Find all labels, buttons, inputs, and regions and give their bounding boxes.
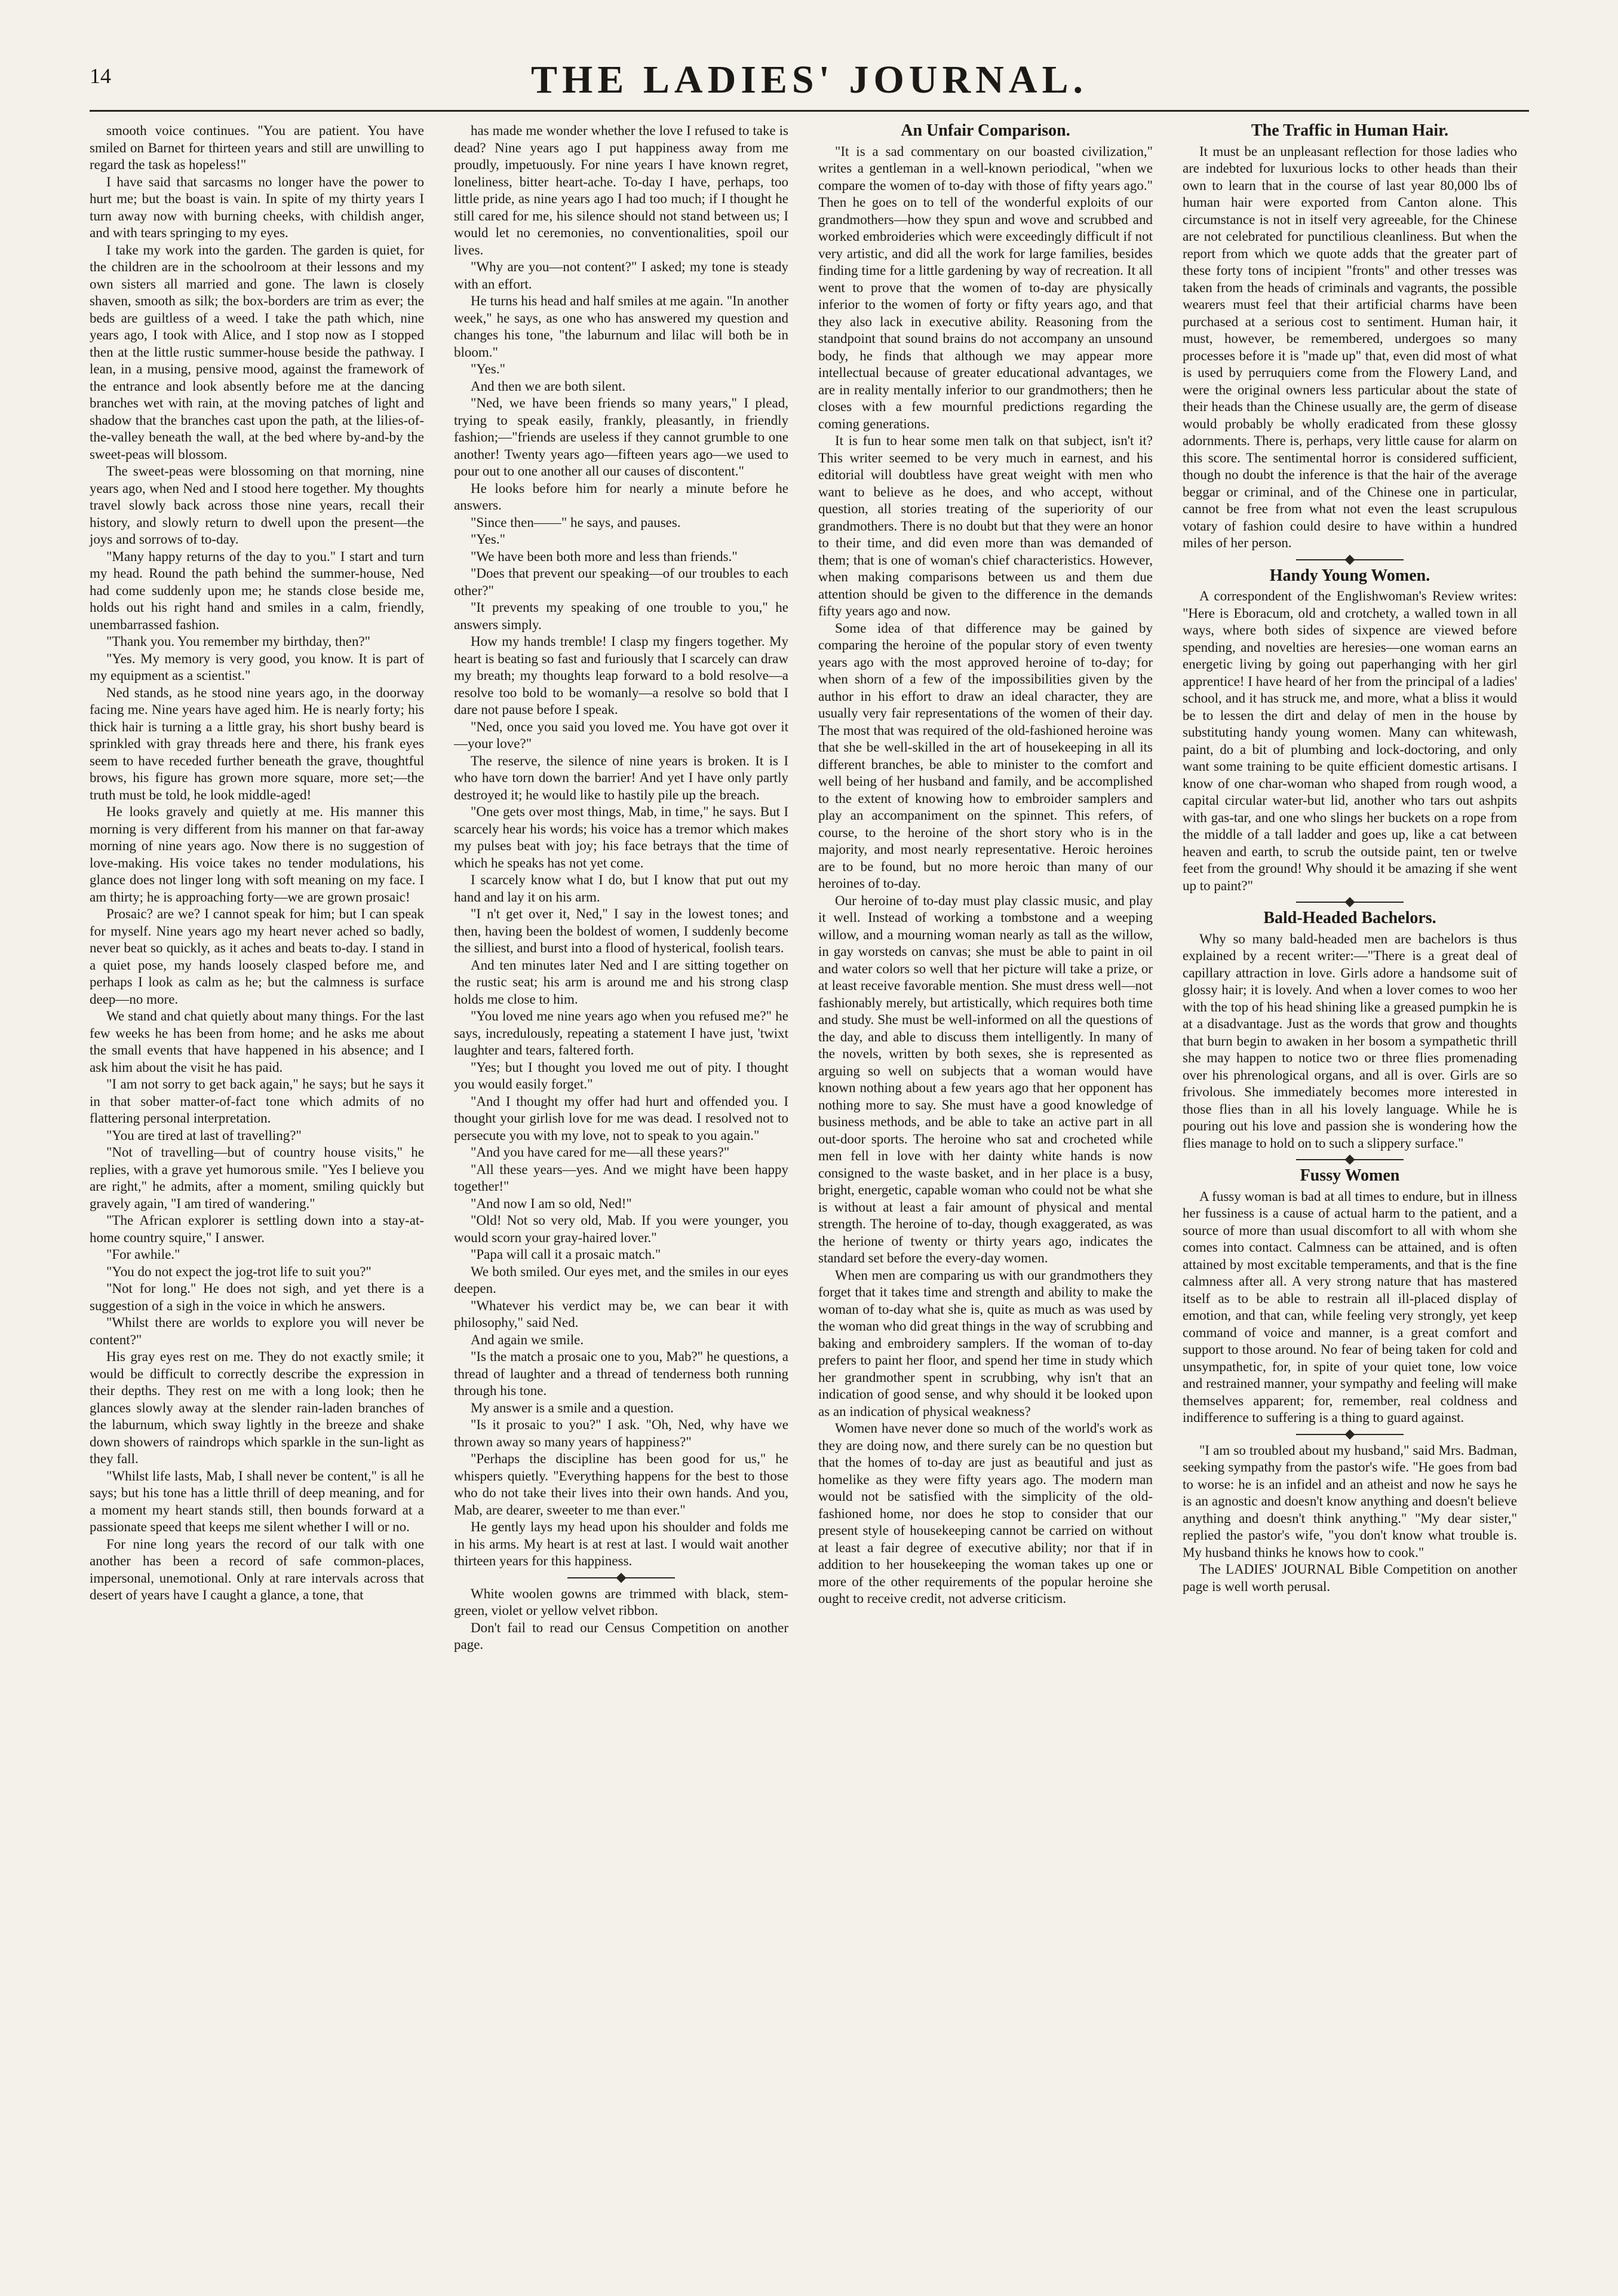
- paragraph: "Many happy returns of the day to you." I start and turn my head. Round the path behind the summer-house, Ned had come suddenly upon me; he stands close beside me, holds out his right hand and smiles in a calm, friendly, unembarrassed fashion.: [90, 548, 424, 632]
- paragraph: Our heroine of to-day must play classic music, and play it well. Instead of working a tombstone and a weeping willow, and a mourning woman nearly as tall as the willow, in gay worsteds on canvas; she must be able to paint in oil and water colors so well that her picture will take a prize, or at least receive favorable mention. She must dress well—not fashionably merely, but artistically, which requires both time and study. She must be well-informed on all the questions of the day, and able to discuss them intelligently. In many of the novels, written by both sexes, she is represented as arguing so well on subjects that a woman would have known nothing about a few years ago that her opponent has nothing more to say. She must have a good knowledge of business methods, and be able to take an active part in all out-door sports. The heroine who sat and crocheted while men fell in love with her dainty white hands is now consigned to the waste basket, and in her place is a busy, bright, energetic, capable woman who could not be what she is without at least a fair amount of physical and mental strength. The heroine of to-day, though exaggerated, as was the herione of twenty or thirty years ago, indicates the standard set before the every-day women.: [818, 893, 1153, 1265]
- paragraph: "It prevents my speaking of one trouble to you," he answers simply.: [454, 600, 788, 632]
- section-divider: [1296, 1434, 1404, 1435]
- header-rule: [90, 110, 1529, 112]
- paragraph: Women have never done so much of the world's work as they are doing now, and there surely can be no question but that the homes of to-day are just as beautiful and just as homelike as they were fifty years ago. The modern man would not be satisfied with the simplicity of the old-fashioned home, nor does he stop to consider that our present style of housekeeping cannot be carried on without at least a fair degree of executive ability; nor that if in addition to her housekeeping the woman takes up one or more of the other requirements of the popular heroine she ought to receive credit, not adverse criticism.: [818, 1421, 1153, 1606]
- paragraph: "And you have cared for me—all these years?": [471, 1145, 730, 1160]
- paragraph: "You are tired at last of travelling?": [106, 1127, 302, 1143]
- paragraph: We both smiled. Our eyes met, and the smiles in our eyes deepen.: [454, 1264, 788, 1296]
- column-2: [454, 122, 788, 1654]
- section-divider: [1296, 1159, 1404, 1160]
- paragraph: "Thank you. You remember my birthday, then?": [106, 634, 371, 649]
- column-1: [90, 122, 424, 1604]
- section-heading: Bald-Headed Bachelors.: [1263, 909, 1436, 927]
- section-divider: [1296, 902, 1404, 903]
- masthead-title: THE LADIES' JOURNAL.: [531, 58, 1088, 102]
- paragraph: The LADIES' JOURNAL Bible Competition on another page is well worth perusal.: [1183, 1562, 1517, 1594]
- paragraph: "Perhaps the discipline has been good for us," he whispers quietly. "Everything happens for the best to those who do not take their lives into their own hands. And you, Mab, are dearer, sweeter to me than ever.": [454, 1451, 788, 1518]
- paragraph: Don't fail to read our Census Competition on another page.: [454, 1620, 788, 1652]
- paragraph: A fussy woman is bad at all times to endure, but in illness her fussiness is a cause of actual harm to the patient, and a source of more than usual discomfort to all with whom she comes into contact. Calmness can be attained, and is often attained by most excitable temperaments, and that is the fine calmness after all. A very strong nature that has mastered itself as to be able to restrain all ill-placed display of emotion, and that can, while feeling very strongly, yet keep command of voice and manner, is a great comfort and support to those around. No fear of being taken for cold and unsympathetic, for, in spite of your quiet tone, low voice and restrained manner, your sympathy and feeling will make themselves apparent; for, remember, real coldness and indifference to suffering is a thing to guard against.: [1183, 1188, 1517, 1425]
- paragraph: "And I thought my offer had hurt and offended you. I thought your girlish love for me was dead. I resolved not to persecute you with my love, not to speak to you again.": [454, 1093, 788, 1143]
- paragraph: "It is a sad commentary on our boasted civilization," writes a gentleman in a well-known periodical, "when we compare the women of to-day with those of fifty years ago." Then he goes on to tell of the wonderful exploits of our grandmothers—how they spun and wove and scrubbed and worked embroideries which were exceedingly difficult if not very artistic, and did all the work for large families, besides finding time for a little gardening by way of recreation. It all went to prove that the women of to-day are physically inferior to the women of forty or fifty years ago, and that they also lack in executive ability. Reasoning from the standpoint that sound brains do not accompany an unsound body, he finds that although we may appear more intellectual because of greater educational advantages, we are in reality mentally inferior to our grandmothers; then he closes with a few mournful predictions regarding the coming generations.: [818, 143, 1153, 431]
- paragraph: "Old! Not so very old, Mab. If you were younger, you would scorn your gray-haired lover.": [454, 1213, 788, 1245]
- paragraph: "Yes. My memory is very good, you know. It is part of my equipment as a scientist.": [90, 651, 424, 683]
- paragraph: A correspondent of the Englishwoman's Review writes: "Here is Eboracum, old and crotchety, a walled town in all ways, where both sides of sixpence are viewed before spending, and novelties are heresies—one woman earns an energetic living by going out paperhanging with her girl apprentice! I have heard of her from the principal of a ladies' school, and it has struck me, and more, what a bliss it would be to lessen the dirt and delay of men in the house by substituting handy young women. Many can whitewash, paint, do a bit of plumbing and lock-doctoring, and only want some training to be quite efficient domestic artisans. I know of one char-woman who shaped from rough wood, a capital circular water-but lid, another who tars out ashpits with gas-tar, and one who slings her buckets on a rope from the middle of a tall ladder and goes up, like a cat between heaven and earth, to scrub the outside paint, ten or twelve feet from the ground! Why should it be amazing if she went up to paint?": [1183, 588, 1517, 893]
- page-header: [90, 57, 1529, 106]
- paragraph: "One gets over most things, Mab, in time," he says. But I scarcely hear his words; his voice has a tremor which makes my pulses beat with joy; his face betrays that the time of which he speaks has not yet come.: [454, 804, 788, 870]
- paragraph: has made me wonder whether the love I refused to take is dead? Nine years ago I put happiness away from me proudly, impetuously. For nine years I have known regret, loneliness, bitter heart-ache. To-day I have, perhaps, too little pride, as nine years ago I had too much; if I thought he still cared for me, his silence should not stand between us; I would let no ceremonies, no conventionalities, spoil our lives.: [454, 123, 788, 258]
- paragraph: "Is the match a prosaic one to you, Mab?" he questions, a thread of laughter and a thread of tenderness both running through his tone.: [454, 1349, 788, 1398]
- paragraph: He looks gravely and quietly at me. His manner this morning is very different from his manner on that far-away morning of nine years ago. Now there is no suggestion of love-making. His voice takes no tender modulations, his glance does not linger long with soft meaning on my face. I am thirty; he is approaching forty—we are grown prosaic!: [90, 804, 424, 905]
- paragraph: The sweet-peas were blossoming on that morning, nine years ago, when Ned and I stood here together. My thoughts travel slowly back across those nine years, recall their history, and slowly return to dwell upon the present—the joys and sorrows of to-day.: [90, 464, 424, 547]
- paragraph: "Not for long." He does not sigh, and yet there is a suggestion of a sigh in the voice in which he answers.: [90, 1281, 424, 1313]
- paragraph: Some idea of that difference may be gained by comparing the heroine of the popular story of even twenty years ago with the most approved heroine of to-day; for when shorn of a few of the impossibilities given by the author in his effort to draw an ideal character, they are usually very fair representations of the women of their day. The most that was required of the old-fashioned heroine was that she be well-skilled in the art of housekeeping in all its different branches, be able to minister to the comfort and well being of her husband and family, and be accomplished to the extent of knowing how to embroider samplers and play an accompaniment on the spinnet. This refers, of course, to the heroine of the short story who is in the majority, and most nearly representative. Heroic heroines are to be found, but no more heroic than many of our heroines of to-day.: [818, 620, 1153, 891]
- paragraph: "Yes.": [471, 532, 505, 547]
- paragraph: "Since then——" he says, and pauses.: [471, 514, 681, 530]
- paragraph: My answer is a smile and a question.: [471, 1400, 674, 1415]
- paragraph: For nine long years the record of our talk with one another has been a record of safe common-places, impersonal, unemotional. Only at rare intervals across that desert of years have I caught a glance, a tone, that: [90, 1536, 424, 1602]
- paragraph: Why so many bald-headed men are bachelors is thus explained by a recent writer:—"There is a great deal of capillary attraction in love. Girls adore a handsome suit of glossy hair; it is lovely. And when a lover comes to woo her with the top of his head shining like a greased pumpkin he is at a disadvantage. Just as the words that grow and thoughts that burn begin to awaken in her bosom a sympathetic thrill she may happen to notice two or three flies promenading over his phrenological organs, and all is over. Girls are so frivolous. She immediately becomes more interested in those flies than in all his lovely language. While he is pouring out his love and passion she is wondering how the flies manage to hold on to such a slippery surface.": [1183, 931, 1517, 1151]
- paragraph: And then we are both silent.: [471, 378, 626, 394]
- section-divider: [567, 1577, 675, 1578]
- paragraph: And ten minutes later Ned and I are sitting together on the rustic seat; his arm is around me and his strong clasp holds me close to him.: [454, 957, 788, 1007]
- paragraph: When men are comparing us with our grandmothers they forget that it takes time and strength and ability to make the woman of to-day what she is, quite as much as was used by the woman who did great things in the way of scrubbing and baking and embroidery samplers. If the woman of to-day prefers to paint her floor, and spend her time in study which her grandmother spent in scrubbing, why isn't that an indication of good sense, and why should it be looked upon as an indication of physical weakness?: [818, 1267, 1153, 1419]
- paragraph: "All these years—yes. And we might have been happy together!": [454, 1161, 788, 1194]
- paragraph: "The African explorer is settling down into a stay-at-home country squire," I answer.: [90, 1213, 424, 1245]
- paragraph: And again we smile.: [471, 1332, 584, 1347]
- paragraph: He turns his head and half smiles at me again. "In another week," he says, as one who has answered my question and changes his tone, "the laburnum and lilac will both be in bloom.": [454, 293, 788, 360]
- column-4: [1183, 122, 1517, 1595]
- paragraph: "Does that prevent our speaking—of our troubles to each other?": [454, 566, 788, 598]
- paragraph: "I n't get over it, Ned," I say in the lowest tones; and then, having been the boldest of women, I suddenly become the silliest, and burst into a flood of hysterical, foolish tears.: [454, 906, 788, 955]
- paragraph: "I am not sorry to get back again," he says; but he says it in that sober matter-of-fact tone which admits of no flattering personal interpretation.: [90, 1077, 424, 1126]
- paragraph: Ned stands, as he stood nine years ago, in the doorway facing me. Nine years have aged him. He is nearly forty; his thick hair is turning a a little gray, his short bushy beard is sprinkled with gray threads here and there, his frank eyes seem to have receded further beneath the grave, thoughtful brows, his figure has grown more square, more set;—the truth must be told, he look middle-aged!: [90, 685, 424, 802]
- paragraph: "We have been both more and less than friends.": [471, 548, 738, 564]
- paragraph: His gray eyes rest on me. They do not exactly smile; it would be difficult to correctly describe the expression in their depths. They rest on me with a long look; then he glances slowly away at the slender rain-laden branches of the laburnum, which sway lightly in the breeze and shake down showers of raindrops which sparkle in the sun-light as they fall.: [90, 1349, 424, 1466]
- section-heading: Fussy Women: [1300, 1166, 1400, 1185]
- section-heading: Handy Young Women.: [1269, 566, 1430, 585]
- paragraph: "Whatever his verdict may be, we can bear it with philosophy," said Ned.: [454, 1298, 788, 1330]
- paragraph: White woolen gowns are trimmed with black, stem-green, violet or yellow velvet ribbon.: [454, 1586, 788, 1618]
- paragraph: "You loved me nine years ago when you refused me?" he says, incredulously, repeating a statement I have just, 'twixt laughter and tears, faltered forth.: [454, 1008, 788, 1057]
- column-3: [818, 122, 1153, 1608]
- paragraph: The reserve, the silence of nine years is broken. It is I who have torn down the barrier! And yet I have only partly destroyed it; he would like to hastily pile up the breach.: [454, 753, 788, 802]
- paragraph: We stand and chat quietly about many things. For the last few weeks he has been from home; and he asks me about the small events that have happened in his absence; and I ask him about the visit he has paid.: [90, 1008, 424, 1075]
- paragraph: "You do not expect the jog-trot life to suit you?": [106, 1264, 372, 1279]
- paragraph: "Why are you—not content?" I asked; my tone is steady with an effort.: [454, 259, 788, 292]
- paragraph: It must be an unpleasant reflection for those ladies who are indebted for luxurious locks to other heads than their own to learn that in the course of last year 80,000 lbs of human hair were exported from Canton alone. This circumstance is not in itself very agreeable, for the Chinese are not celebrated for punctilious cleanliness. But when the report from which we quote adds that the greater part of these forty tons of incipient "fronts" and other tresses was taken from the heads of criminals and vagrants, the possible wearers must feel that their artificial charms have been purchased at a serious cost to sentiment. Human hair, it must, however, be remembered, undergoes so many processes before it is "made up" that, even did most of what is used by perruquiers come from the Flowery Land, and were the original owners less particular about the state of their heads than the Chinese usually are, the germ of disease would probably be wholly eradicated from these glossy adornments. There is, perhaps, very little cause for alarm on this score. The sentimental horror is considered sufficient, though no doubt the inference is that the hair of the average beggar or criminal, and of the Chinese one in particular, cannot be free from what not even the least scrupulous votary of fashion could desire to have within a hundred miles of her person.: [1183, 143, 1517, 550]
- paragraph: "Ned, once you said you loved me. You have got over it—your love?": [454, 719, 788, 751]
- section-heading: An Unfair Comparison.: [901, 121, 1070, 140]
- paragraph: Prosaic? are we? I cannot speak for him; but I can speak for myself. Nine years ago my heart never ached so badly, never beat so quickly, as it aches and beats to-day. I stand in a quiet pose, my hands loosely clasped before me, and perhaps I look as calm as he; but the calmness is surface deep—no more.: [90, 906, 424, 1007]
- page-number: 14: [90, 64, 111, 88]
- paragraph: smooth voice continues. "You are patient. You have smiled on Barnet for thirteen years and still are unwilling to regard the task as hopeless!": [90, 123, 424, 172]
- paragraph: I have said that sarcasms no longer have the power to hurt me; but the boast is vain. In spite of my thirty years I turn away now with burning cheeks, with childish anger, and with tears springing to my eyes.: [90, 174, 424, 240]
- paragraph: I take my work into the garden. The garden is quiet, for the children are in the schoolroom at their lessons and my own sisters all married and gone. The lawn is closely shaven, smooth as silk; the box-borders are trim as ever; the beds are guiltless of a weed. I take the path which, nine years ago, I took with Alice, and I stop now as I stopped then at the little rustic summer-house beside the pathway. I lean, in a musing, pensive mood, against the framework of the entrance and look absently before me at the dancing branches wet with rain, at the moving patches of light and shadow that the branches cast upon the path, at the lilies-of-the-valley beneath the wall, at the bed where by-and-by the sweet-peas will blossom.: [90, 242, 424, 462]
- section-heading: The Traffic in Human Hair.: [1251, 121, 1449, 140]
- paragraph: "I am so troubled about my husband," said Mrs. Badman, seeking sympathy from the pastor's wife. "He goes from bad to worse: he is an infidel and an atheist and now he says he is an agnostic and doesn't know anything and doesn't believe anything and doesn't think anything." "My dear sister," replied the pastor's wife, "you don't know what trouble is. My husband thinks he knows how to cook.": [1183, 1442, 1517, 1560]
- paragraph: "Yes; but I thought you loved me out of pity. I thought you would easily forget.": [454, 1059, 788, 1092]
- paragraph: I scarcely know what I do, but I know that put out my hand and lay it on his arm.: [454, 872, 788, 905]
- paragraph: "Yes.": [471, 361, 505, 376]
- paragraph: "Not of travelling—but of country house visits," he replies, with a grave yet humorous smile. "Yes I believe you are right," he admits, after a moment, smiling quickly but gravely again, "I am tired of wandering.": [90, 1145, 424, 1211]
- paragraph: "Whilst there are worlds to explore you will never be content?": [90, 1315, 424, 1347]
- paragraph: He gently lays my head upon his shoulder and folds me in his arms. My heart is at rest at last. I would wait another thirteen years for this happiness.: [454, 1519, 788, 1568]
- paragraph: "For awhile.": [106, 1247, 180, 1262]
- paragraph: How my hands tremble! I clasp my fingers together. My heart is beating so fast and furiously that I scarcely can draw my breath; my thoughts leap forward to a bold resolve—a resolve too bold to be womanly—a resolve so bold that I dare not pause before I speak.: [454, 634, 788, 717]
- paragraph: "Whilst life lasts, Mab, I shall never be content," is all he says; but his tone has a little thrill of deep meaning, and for a moment my heart stands still, then bounds forward at a passionate speed that keeps me silent whether I will or no.: [90, 1468, 424, 1534]
- paragraph: It is fun to hear some men talk on that subject, isn't it? This writer seemed to be very much in earnest, and his editorial will doubtless have great weight with men who want to believe as he does, and who accept, without question, all stories treating of the superiority of our grandmothers. There is no doubt but that they were an honor to their time, and did even more than was demanded of them; that is one of woman's chief characteristics. However, when making comparisons between us and them due attention should be given to the difference in the demands fifty years ago and now.: [818, 433, 1153, 618]
- paragraph: "Is it prosaic to you?" I ask. "Oh, Ned, why have we thrown away so many years of happiness?": [454, 1417, 788, 1449]
- paragraph: He looks before him for nearly a minute before he answers.: [454, 480, 788, 513]
- section-divider: [1296, 559, 1404, 560]
- paragraph: "Ned, we have been friends so many years," I plead, trying to speak easily, frankly, pleasantly, in friendly fashion;—"friends are useless if they cannot grumble to one another! Twenty years ago—fifteen years ago—we used to pour out to one another all our causes of discontent.": [454, 396, 788, 479]
- paragraph: "And now I am so old, Ned!": [471, 1195, 632, 1211]
- paragraph: "Papa will call it a prosaic match.": [471, 1247, 661, 1262]
